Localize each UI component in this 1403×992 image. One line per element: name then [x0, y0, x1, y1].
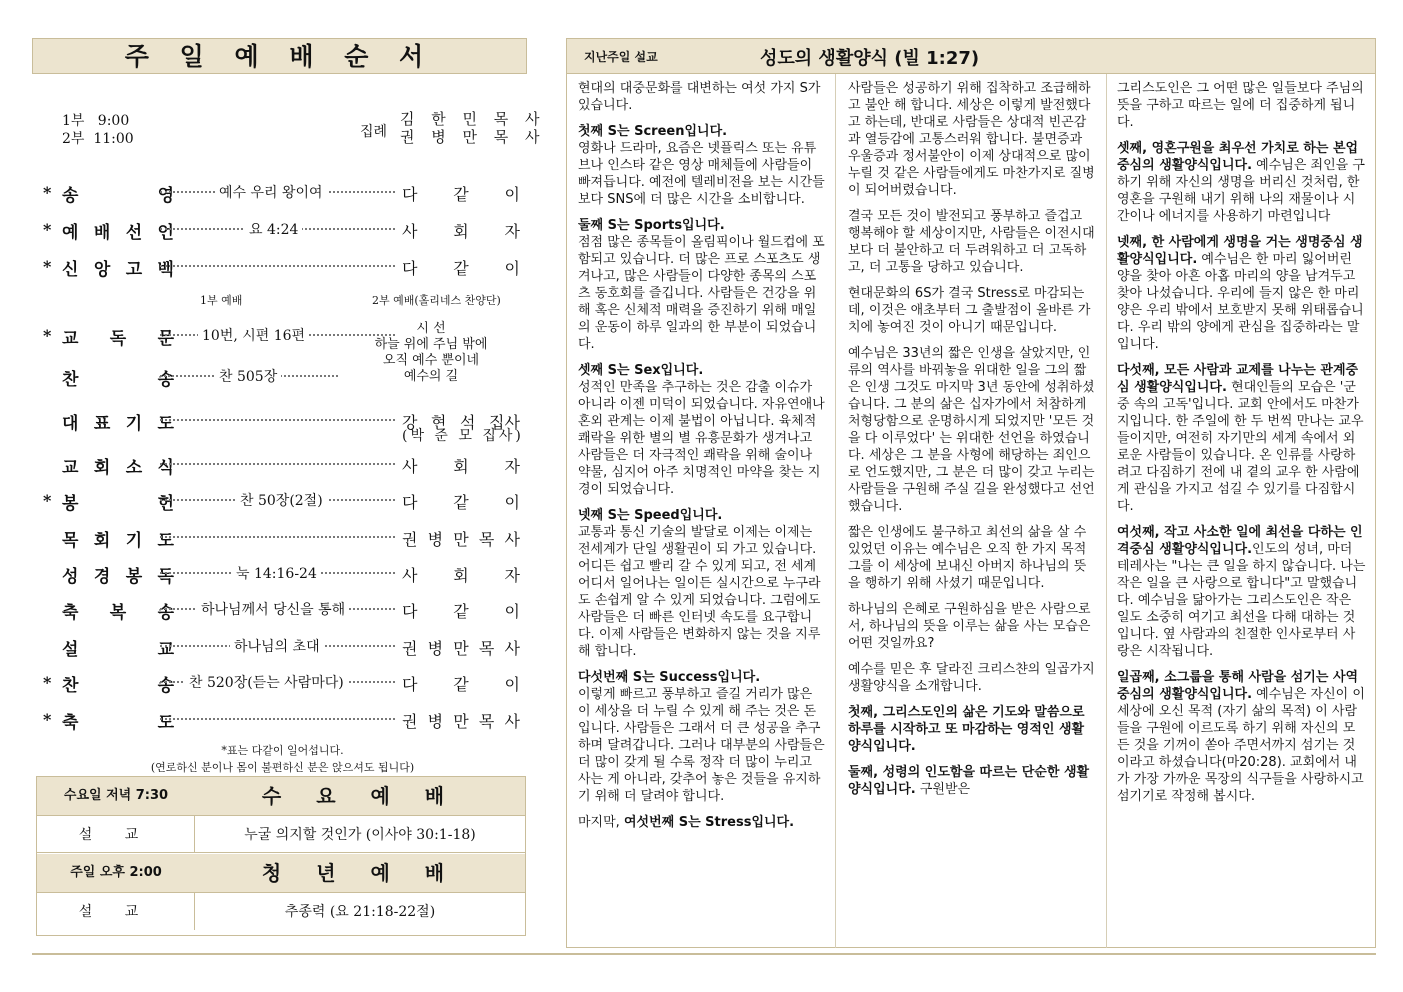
sermon-column-1 [578, 80, 828, 840]
row-label-char: 교 [62, 458, 79, 478]
row-label-char: 기 [125, 414, 143, 434]
other-services [36, 776, 526, 936]
youth-row [37, 892, 525, 930]
heading: 넷째 S는 Speed입니다. [578, 508, 723, 523]
row-label-char: 소 [125, 458, 143, 478]
row-label-char: 문 [157, 329, 174, 349]
row-performer-char: 회 [453, 566, 469, 585]
sermon-title: 성도의 생활양식 (빌 1:27) [760, 48, 980, 69]
youth-sermon: 추종력 (요 21:18-22절) [284, 904, 436, 920]
heading: 셋째 S는 Sex입니다. [578, 363, 704, 378]
row-label [62, 365, 174, 390]
row-performer [402, 527, 520, 550]
row-label-char: 성 [62, 567, 79, 587]
row-label-char: 목 [62, 531, 79, 551]
paragraph: 셋째, 영혼구원을 최우선 가치로 하는 본업중심의 생활양식입니다. 예수님은 죄인을 구하기 위해 자신의 생명을 버리신 것처럼, 한 영혼을 구원해 내기 위해 나의 재물이나 시간이나 에너지를 사용하기 마련입니다 [1117, 141, 1365, 224]
paragraph: 여섯째, 작고 사소한 일에 최선을 다하는 인격중심 생활양식입니다.인도의 성녀, 마더 테레사는 "나는 큰 일을 하지 않습니다. 나는 작은 일을 큰 사랑으로 합니다"고 말했습니다. 예수님을 닮아가는 그리스도인은 작은 일도 소중히 여기고 최선을 다해 대하는 것입니다. 옆 사람과의 친절한 인사로부터 사랑은 시작됩니다. [1117, 525, 1366, 659]
row-label-char: 도 [157, 531, 174, 551]
heading: 다섯번째 S는 Success입니다. [578, 670, 761, 685]
col-head-1: 1부 예배 [200, 294, 243, 307]
row-label [62, 218, 174, 243]
row-performer-char: 사 [504, 639, 520, 658]
row-performer-char: 만 [453, 639, 469, 658]
row-label [62, 708, 174, 733]
hymn-2nd-service: 시 선 하늘 위에 주님 밖에 오직 예수 뿐이네 예수의 길 [374, 321, 488, 384]
order-row [40, 181, 525, 207]
row-performer-char: 목 [478, 712, 495, 731]
row-performer [402, 563, 520, 586]
row-performer-char: 같 [453, 259, 469, 278]
row-label-char: 배 [93, 223, 111, 243]
row-label-char: 찬 [62, 676, 79, 696]
stand-marker: * [43, 710, 52, 729]
row-performer-char: 목 [478, 639, 495, 658]
row-label-char: 신 [62, 260, 79, 280]
order-row [40, 526, 525, 552]
row-performer-char: 이 [504, 185, 520, 204]
paragraph: 일곱째, 소그룹을 통해 사람을 섬기는 사역중심의 생활양식입니다. 예수님은 자신이 이 세상에 오신 목적 (자기 삶의 목적) 이 사람들을 구원에 이르도록 하기 위해 자신의 모든 것을 기꺼이 쏟아 주면서까지 섬기는 것이라고 하셨습니다(마20:28). 교회에서 내가 가장 가까운 목장의 식구들을 사랑하시고 섬기기로 작정해 봅시다. [1117, 670, 1365, 804]
order-row [40, 453, 525, 479]
paragraph: 넷째, 한 사람에게 생명을 거는 생명중심 생활양식입니다. 예수님은 한 마리 잃어버린 양을 찾아 아흔 아홉 마리의 양을 남겨두고 찾아 나섰습니다. 우리에 들지 않은 한 마리 양은 우리 밖에서 보호받지 못해 위태롭습니다. 우리 밖의 양에게 관심을 집중하라는 말입니다. [1117, 235, 1364, 352]
column-divider-1 [835, 74, 836, 948]
row-label [62, 562, 174, 587]
row-performer-char: 강 [402, 413, 418, 432]
row-label [62, 324, 174, 349]
paragraph: 다섯째, 모든 사람과 교제를 나누는 관계중심 생활양식입니다. 현대인들의 모습은 '군중 속의 고독'입니다. 교회 안에서도 마찬가지입니다. 한 주일에 한 두 번씩 만나는 교우들이지만, 여전히 자기만의 세계 속에서 외로운 사람들이 있습니다. 온 인류를 사랑하려고 다짐하기 전에 내 곁의 교우 한 사람에게 관심을 가지고 섬길 수 있기를 다짐합시다. [1117, 363, 1364, 514]
row-performer-char: 석 [460, 413, 476, 432]
row-label-char: 교 [157, 640, 174, 660]
paragraph: 영화나 드라마, 요즘은 넷플릭스 또는 유튜브나 인스타 같은 영상 매체들에 사람들이 빠져듭니다. 예전에 텔레비전을 보는 시간들보다 SNS에 더 많은 시간을 소비합니다. [578, 141, 825, 207]
row-item: 눅 14:16-24 [232, 563, 321, 583]
row-performer-char: 같 [453, 185, 469, 204]
row-label-char: 기 [125, 531, 143, 551]
row-performer [402, 599, 520, 622]
youth-title: 청 년 예 배 [261, 861, 459, 885]
paragraph: 예수를 믿은 후 달라진 크리스챤의 일곱가지 생활양식을 소개합니다. [848, 662, 1095, 694]
row-label [62, 489, 174, 514]
row-label-char: 앙 [93, 260, 111, 280]
row-performer-char: 만 [453, 712, 469, 731]
order-row [40, 708, 525, 734]
notes [40, 742, 525, 776]
row-performer-char: 다 [402, 675, 418, 694]
row-performer-char: 사 [402, 566, 418, 585]
row-performer-char: 현 [431, 413, 447, 432]
column-divider-2 [1106, 74, 1107, 948]
stand-marker: * [43, 257, 52, 276]
paragraph: 교통과 통신 기술의 발달로 이제는 이제는 전세계가 단일 생활권이 되 가고 있습니다. 어디든 쉽고 빨리 갈 수 있게 되고, 전 세계 어디서 일어나는 일이든 실시간으로 누구라도 손쉽게 알 수 있게 되었습니다. 그럼에도 사람들은 더 빠른 인터넷 속도를 요구합니다. 이제 사람들은 변화하지 않는 것을 지루해 합니다. [578, 525, 821, 659]
row-label-char: 헌 [157, 494, 174, 514]
row-performer [402, 256, 520, 279]
row-performer-char: 같 [453, 602, 469, 621]
footer-line [32, 953, 1376, 955]
wed-sermon: 누굴 의지할 것인가 (이사야 30:1-18) [244, 827, 476, 843]
row-performer-char: 이 [504, 675, 520, 694]
row-performer [402, 490, 520, 513]
row-label-char: 회 [93, 458, 111, 478]
row-label [62, 255, 174, 280]
sermon-column-3 [1117, 80, 1367, 814]
paragraph: 현대문화의 6S가 결국 Stress로 마감되는데, 이것은 애초부터 그 출발점이 올바른 가치에 놓여진 것이 아니기 때문입니다. [848, 286, 1091, 335]
row-performer [402, 672, 520, 695]
heading: 둘째 S는 Sports입니다. [578, 218, 725, 233]
row-label-char: 고 [125, 260, 143, 280]
row-performer-char: 사 [504, 712, 520, 731]
row-label-char: 언 [157, 223, 174, 243]
row-performer-char: 이 [504, 493, 520, 512]
row-label-char: 설 [62, 640, 79, 660]
row-item: 하나님께서 당신을 통해 [197, 599, 349, 619]
paragraph: 점점 많은 종목들이 올림픽이나 월드컵에 포함되고 있습니다. 더 많은 프로 스포츠도 생겨나고, 많은 사람들이 다양한 종목의 스포츠 동호회를 즐깁니다. 사람들은 건강을 위해 혹은 신체적 매력을 증진하기 위해 매일의 운동이 하루 일과의 한 부분이 되었습니다. [578, 235, 825, 352]
row-label [62, 409, 174, 434]
paragraph: 이렇게 빠르고 풍부하고 즐길 거리가 많은 이 세상을 더 누릴 수 있게 해 주는 것은 돈입니다. 사람들은 그래서 더 큰 성공을 추구하며 달려갑니다. 그러나 대부분의 사람들은 더 많이 갖게 될 수록 정작 더 많이 누리고 사는 게 아니라, 갖추어 놓은 것들을 유지하기 위해 더 달려야 합니다. [578, 687, 825, 804]
row-performer [402, 182, 520, 205]
youth-time: 주일 오후 2:00 [70, 865, 162, 880]
row-item: 찬 520장(듣는 사람마다) [185, 672, 348, 692]
note-standing: *표는 다같이 일어섭니다. [221, 744, 344, 757]
row-performer-char: 회 [453, 222, 469, 241]
paragraph: 사람들은 성공하기 위해 집착하고 조급해하고 불안 해 합니다. 세상은 이렇게 발전했다고 하는데, 반대로 사람들은 상대적 빈곤감과 열등감에 고통스러워 합니다. 불면증과 우울증과 정서불안이 이제 상대적으로 많이 누릴 것 같은 사람들에게도 마찬가지로 질병이 되어버렸습니다. [848, 81, 1095, 198]
sermon-column-2 [848, 80, 1096, 807]
row-item: 10번, 시편 16편 [198, 325, 309, 345]
stand-marker: * [43, 673, 52, 692]
wed-label: 설 교 [37, 816, 195, 852]
row-label-char: 송 [157, 676, 174, 696]
row-label-char: 찬 [62, 370, 79, 390]
row-performer-char: 이 [504, 259, 520, 278]
row-label-char: 도 [157, 713, 174, 733]
row-label [62, 598, 174, 623]
row-performer-char: 자 [504, 566, 520, 585]
order-row [40, 671, 525, 697]
order-row [40, 635, 525, 661]
row-performer [402, 219, 520, 242]
dotted-leader [160, 463, 395, 465]
column-heads [200, 292, 501, 308]
leader-label: 집례 [360, 124, 388, 140]
paragraph: 예수님은 33년의 짧은 인생을 살았지만, 인류의 역사를 바꿔놓을 위대한 일을 그의 짧은 인생 그것도 마지막 3년 동안에 성취하셨습니다. 그 분의 삶은 십자가에서 처참하게 처형당함으로 운명하시게 되었지만 '모든 것을 다 이루었다' 는 위대한 선언을 하였습니다. 세상은 그 분을 사형에 해당하는 죄인으로 언도했지만, 그 분은 더 많이 갖고 누리는 사람들을 구원해 주실 길을 완성했다고 선언했습니다. [848, 346, 1095, 514]
row-label [62, 671, 174, 696]
order-row [40, 562, 525, 588]
row-label-char: 교 [62, 329, 79, 349]
row-label-char: 독 [109, 329, 127, 349]
service-times: 1부 9:00 2부 11:00 [62, 113, 134, 147]
stand-marker: * [43, 220, 52, 239]
row-label-char: 회 [93, 531, 111, 551]
wed-title: 수 요 예 배 [261, 784, 459, 808]
row-performer-char: 자 [504, 457, 520, 476]
row-performer [402, 636, 520, 659]
dotted-leader [160, 265, 395, 267]
row-performer [402, 709, 520, 732]
row-label [62, 635, 174, 660]
row-label-char: 식 [157, 458, 174, 478]
youth-label: 설 교 [37, 893, 195, 930]
row-label-char: 축 [62, 603, 79, 623]
row-label-char: 선 [125, 223, 143, 243]
row-label-char: 송 [62, 186, 79, 206]
row-performer-char: 권 [402, 639, 418, 658]
wed-row [37, 815, 525, 853]
row-label-char: 복 [109, 603, 127, 623]
paragraph: 결국 모든 것이 발전되고 풍부하고 즐겁고 행복해야 할 세상이지만, 사람들은 이전시대 보다 더 불안하고 더 두려워하고 더 고독하고, 더 고통을 당하고 있습니다. [848, 209, 1095, 275]
stand-marker: * [43, 491, 52, 510]
row-performer-char: 권 [402, 530, 418, 549]
row-label-char: 표 [93, 414, 111, 434]
paragraph: 현대의 대중문화를 대변하는 여섯 가지 S가 있습니다. [578, 81, 821, 113]
row-item: 찬 505장 [215, 366, 281, 386]
dotted-leader [160, 419, 395, 421]
dotted-leader [160, 718, 395, 720]
row-performer-char: 같 [453, 675, 469, 694]
row-item: 예수 우리 왕이여 [215, 182, 327, 202]
row-performer-char: 권 [402, 712, 418, 731]
order-row [40, 255, 525, 281]
paragraph: 그리스도인은 그 어떤 많은 일들보다 주님의 뜻을 구하고 따르는 일에 더 집중하게 됩니다. [1117, 81, 1364, 130]
col-head-2: 2부 예배(홀리네스 찬양단) [372, 294, 501, 307]
row-performer-char: 사 [402, 222, 418, 241]
dotted-leader [160, 536, 395, 538]
paragraph: 둘째, 성령의 인도함을 따르는 단순한 생활양식입니다. 구원받은 [848, 765, 1090, 797]
row-performer-char: 다 [402, 602, 418, 621]
stand-marker: * [43, 183, 52, 202]
wed-time: 수요일 저녁 7:30 [63, 788, 169, 803]
row-item: 찬 50장(2절) [236, 490, 327, 510]
row-label-char: 백 [157, 260, 174, 280]
row-label [62, 526, 174, 551]
row-performer-char: 자 [504, 222, 520, 241]
row-label-char: 축 [62, 713, 79, 733]
sermon-tag: 지난주일 설교 [584, 50, 658, 64]
note-seated: (연로하신 분이나 몸이 불편하신 분은 앉으셔도 됩니다) [150, 761, 415, 774]
leader-names: 김 한 민 목 사 권 병 만 목 사 [400, 110, 546, 146]
row-item: 하나님의 초대 [230, 636, 324, 656]
order-row [40, 218, 525, 244]
paragraph: 성적인 만족을 추구하는 것은 감출 이슈가 아니라 이젠 미덕이 되었습니다. 자유연애나 혼외 관계는 이제 불법이 아닙니다. 육체적 쾌락을 위한 별의 별 유흥문화가 생겨나고 사람들은 더 자극적인 쾌락을 위해 술이나 약물, 심지어 아주 치명적인 마약을 찾는 지경이 되었습니다. [578, 380, 825, 497]
row-performer-char: 병 [427, 530, 444, 549]
row-performer [402, 454, 520, 477]
row-performer-char: 다 [402, 493, 418, 512]
row-performer-char: 사 [402, 457, 418, 476]
row-performer-char: 병 [427, 639, 444, 658]
row-label-char: 도 [157, 414, 174, 434]
wed-bar [37, 777, 525, 815]
row-item: 요 4:24 [245, 219, 302, 239]
row-performer-char: 이 [504, 602, 520, 621]
row-performer-char: 만 [453, 530, 469, 549]
prayer-alternate: (박 준 모 집사) [402, 428, 524, 444]
paragraph: 하나님의 은혜로 구원하심을 받은 사람으로서, 하나님의 뜻을 이루는 삶을 사는 모습은 어떤 것일까요? [848, 602, 1091, 651]
row-performer-char: 목 [478, 530, 495, 549]
paragraph: 짧은 인생에도 불구하고 최선의 삶을 살 수 있었던 이유는 예수님은 오직 한 가지 목적 그를 이 세상에 보내신 아버지 하나님의 뜻을 행하기 위해 사셨기 때문입니다. [848, 525, 1087, 591]
row-performer-char: 집사 [489, 413, 520, 432]
row-performer-char: 다 [402, 259, 418, 278]
row-label [62, 453, 174, 478]
row-performer-char: 회 [453, 457, 469, 476]
row-performer-char: 병 [427, 712, 444, 731]
row-label [62, 181, 174, 206]
row-label-char: 영 [157, 186, 174, 206]
row-label-char: 독 [157, 567, 174, 587]
row-label-char: 대 [62, 414, 79, 434]
paragraph: 마지막, 여섯번째 S는 Stress입니다. [578, 815, 795, 830]
order-row [40, 489, 525, 515]
youth-bar [37, 854, 525, 892]
row-label-char: 봉 [62, 494, 79, 514]
row-label-char: 봉 [125, 567, 143, 587]
row-performer-char: 같 [453, 493, 469, 512]
row-label-char: 송 [157, 370, 174, 390]
stand-marker: * [43, 326, 52, 345]
order-title: 주 일 예 배 순 서 [32, 38, 527, 74]
row-performer-char: 다 [402, 185, 418, 204]
row-label-char: 예 [62, 223, 79, 243]
order-row [40, 598, 525, 624]
paragraph: 첫째, 그리스도인의 삶은 기도와 말씀으로 하루를 시작하고 또 마감하는 영적인 생활 양식입니다. [848, 705, 1085, 754]
heading: 첫째 S는 Screen입니다. [578, 124, 728, 139]
row-performer-char: 사 [504, 530, 520, 549]
row-label-char: 송 [157, 603, 174, 623]
row-label-char: 경 [93, 567, 111, 587]
